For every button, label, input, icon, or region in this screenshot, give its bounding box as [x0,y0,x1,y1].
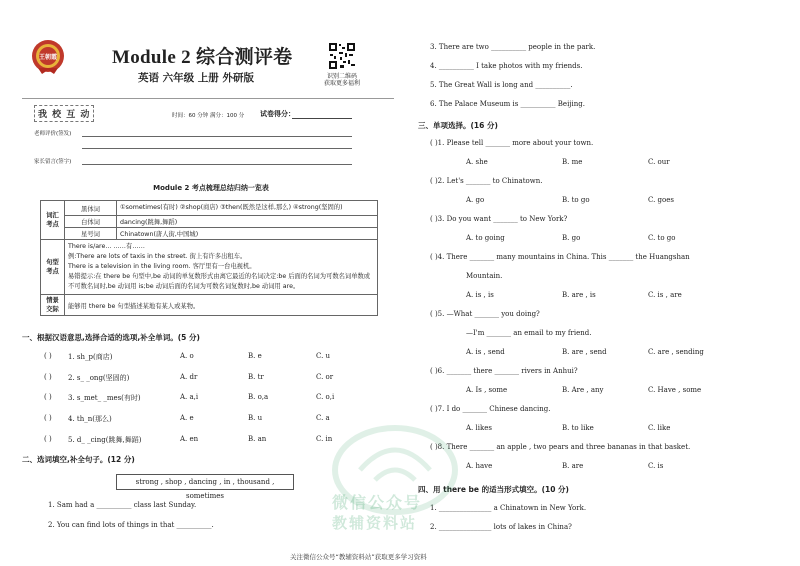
question-stem: ( )7. I do _______ Chinese dancing. [430,405,551,413]
row-sub: 白体词 [65,216,117,228]
option-b: B. are , send [562,348,607,356]
option-c: C. are , sending [648,348,704,356]
choice-question [430,139,790,153]
option-b: B. tr [248,373,264,381]
summary-title: Module 2 考点梳理总结归纳一览表 [153,184,269,192]
fill-sentence: 5. The Great Wall is long and __________. [430,81,573,89]
right-column [418,38,790,538]
option-c: C. a [316,414,330,422]
option-a: A. is , is [466,291,494,299]
choice-options [430,462,790,476]
sentence-line: 例:There are lots of taxis in the street. 街上有许多出租车。 [68,253,247,260]
choice-options [430,386,790,400]
answer-paren[interactable]: ( ) [44,414,52,422]
sentence-content [65,240,378,295]
question-stem: ( )3. Do you want _______ to New York? [430,215,568,223]
fill-sentence: 1. _______________ a Chinatown in New York. [430,504,587,512]
stamp-label: 我 校 互 动 [34,105,94,122]
option-c: C. is , are [648,291,682,299]
question-stem: ( )2. Let's _______ to Chinatown. [430,177,543,185]
question-stem: 3. s_met_ _mes(有时) [68,394,141,402]
question-stem: ( )1. Please tell _______ more about your town. [430,139,594,147]
question-stem: ( )6. _______ there _______ rivers in Anhui? [430,367,578,375]
option-b: B. are [562,462,584,470]
option-c: C. is [648,462,664,470]
section2-heading: 二、选词填空,补全句子。(12 分) [22,455,135,464]
question-stem: 5. d_ _cing(跳舞,舞蹈) [68,436,142,444]
option-b: B. an [248,435,267,443]
option-a: A. go [466,196,485,204]
answer-paren[interactable]: ( ) [44,373,52,381]
option-b: B. o,a [248,393,269,401]
sentence-line: 易错提示:在 there be 句型中,be 动词的单复数形式由离它最近的名词决定:be 后面的名词为可数名词单数或不可数名词时,be 动词用 is;be 动词后面的名词为可数名词复数时,be 动词用 are。 [68,273,371,290]
watermark-text-1: 微信公众号 [332,493,423,512]
qr-caption-line-1: 识别二维码 [326,73,357,80]
option-a: A. a,i [180,393,199,401]
option-a: A. is , send [466,348,505,356]
option-c: C. goes [648,196,674,204]
answer-paren[interactable]: ( ) [44,352,52,360]
question-stem: ( )4. There _______ many mountains in China. This _______ the Huangshan [430,253,690,261]
row-content: ①sometimes(有时) ②shop(商店) ③then(既然是这样,那么) ④strong(坚固的) [117,201,378,216]
fill-sentence: 2. _______________ lots of lakes in China? [430,523,572,531]
fill-sentence: 6. The Palace Museum is __________ Beijing. [430,100,585,108]
summary-table [40,200,378,316]
word-box: strong , shop , dancing , in , thousand , sometimes [116,474,294,490]
choice-question-cont [430,272,790,286]
question-stem-2: Mountain. [466,272,503,280]
sentence-line: There is a television in the living room. 客厅里有一台电视机。 [68,263,256,270]
choice-question [430,405,790,419]
choice-question [430,367,790,381]
option-a: A. to going [466,234,505,242]
row-sub: 星号词 [65,228,117,240]
parent-label: 家长留言(签字) [34,159,72,165]
option-b: B. e [248,352,262,360]
communication-category: 情景交际 [41,295,65,316]
option-c: C. Have , some [648,386,702,394]
option-b: B. to like [562,424,594,432]
choice-options [430,348,790,362]
choice-options [430,234,790,248]
option-b: B. to go [562,196,590,204]
option-a: A. en [180,435,199,443]
qr-caption [320,73,364,87]
option-a: A. dr [180,373,198,381]
watermark-text-2: 教辅资料站 [332,514,418,532]
sentence-category: 句型考点 [41,240,65,295]
question-stem: 2. s_ _ong(坚固的) [68,374,130,382]
brand-logo-icon [30,38,66,74]
question-stem: 1. sh_p(商店) [68,353,113,361]
choice-question [430,177,790,191]
fill-sentence: 1. Sam had a __________ class last Sunday. [48,501,197,509]
option-c: C. like [648,424,671,432]
choice-options [430,196,790,210]
question-stem: ( )8. There _______ an apple , two pears and three bananas in that basket. [430,443,691,451]
logo-text: 王朝霞 [38,54,58,61]
option-a: A. have [466,462,493,470]
option-c: C. u [316,352,331,360]
answer-paren[interactable]: ( ) [44,393,52,401]
teacher-label: 老师评价(签发) [34,131,72,137]
score-field[interactable] [292,118,352,119]
option-c: C. in [316,435,333,443]
teacher-field-2[interactable] [82,148,352,149]
question-row [22,393,400,407]
choice-options [430,158,790,172]
section4-heading: 四、用 there be 的适当形式填空。(10 分) [418,485,569,494]
option-a: A. e [180,414,194,422]
question-stem: 4. th_n(那么) [68,415,112,423]
qr-caption-line-2: 获取更多福利 [323,80,360,87]
choice-question [430,215,790,229]
answer-paren[interactable]: ( ) [44,435,52,443]
communication-content: 能够用 there be 句型描述某地有某人或某物。 [65,295,378,316]
page-subtitle: 英语 六年级 上册 外研版 [138,72,254,84]
page-title: Module 2 综合测评卷 [112,47,293,68]
question-row [22,373,400,387]
row-content: Chinatown(唐人街,中国城) [117,228,378,240]
qr-code-icon[interactable] [328,42,356,70]
time-info: 时间：60 分钟 满分：100 分 [172,113,245,119]
option-b: B. u [248,414,263,422]
option-b: B. go [562,234,581,242]
option-b: B. me [562,158,583,166]
fill-sentence: 3. There are two __________ people in the park. [430,43,596,51]
option-a: A. Is , some [466,386,508,394]
choice-options [430,424,790,438]
option-a: A. o [180,352,194,360]
option-b: B. are , is [562,291,596,299]
row-content: dancing(跳舞,舞蹈) [117,216,378,228]
choice-question [430,310,790,324]
option-c: C. or [316,373,334,381]
info-box [22,98,394,176]
option-a: A. likes [466,424,492,432]
choice-question-cont [430,329,790,343]
sentence-line: There is/are... ……有…… [68,243,145,250]
teacher-field[interactable] [82,136,352,137]
option-b: B. Are , any [562,386,604,394]
section3-heading: 三、单项选择。(16 分) [418,121,498,130]
choice-question [430,443,790,457]
fill-sentence: 4. __________ I take photos with my friends. [430,62,583,70]
choice-question [430,253,790,267]
choice-options [430,291,790,305]
vocab-category: 词汇考点 [41,201,65,240]
row-sub: 黑体词 [65,201,117,216]
question-stem: ( )5. —What _______ you doing? [430,310,540,318]
fill-sentence: 2. You can find lots of things in that __________. [48,521,214,529]
score-label: 试卷得分： [260,110,295,118]
question-row [22,352,400,366]
question-stem-2: —I'm _______ an email to my friend. [466,329,592,337]
parent-field[interactable] [82,164,352,165]
section1-heading: 一、根据汉语意思,选择合适的选项,补全单词。(5 分) [22,333,200,342]
page-footer: 关注微信公众号“教辅资料站”获取更多学习资料 [290,553,427,561]
option-c: C. to go [648,234,676,242]
option-c: C. o,i [316,393,335,401]
option-a: A. she [466,158,488,166]
option-c: C. our [648,158,670,166]
